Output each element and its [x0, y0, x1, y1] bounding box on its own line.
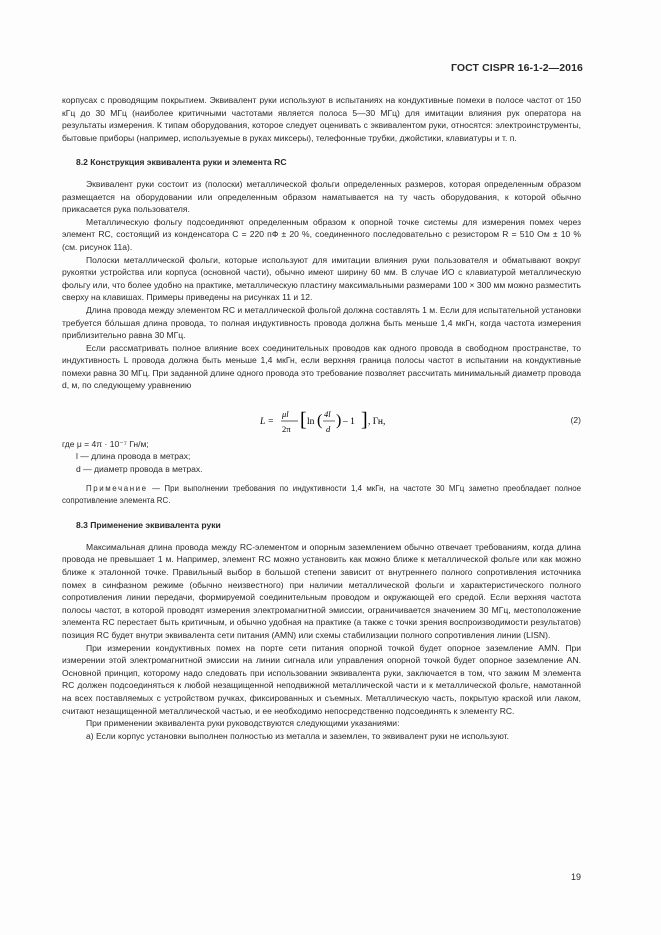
paragraph: При измерении кондуктивных помех на порте сети питания опорной точкой будет опорное заземление AMN. При измерении этой электромагнитной эмиссии на линии сигнала или управления опорной точкой будет опорное заземление AN. Основной принцип, которому надо следовать при использовании эквивалента руки, заключается в том, что зажим M элемента RC должен подсоединяться к любой незащищенной неподвижной металлической части и к металлической фольге, намотанной на всех поставляемых с устройством ручках, фиксированных и съемных. Металлическую часть, покрытую краской или лаком, считают незащищенной металлической частью, и ее необходимо непосредственно подсоединять к элементу RC. [62, 642, 581, 716]
formula-lhs: L = [260, 417, 274, 428]
legend-line: d — диаметр провода в метрах. [76, 463, 203, 474]
paragraph: Полоски металлической фольги, которые используют для имитации влияния руки пользователя и обматывают вокруг рукоятки устройства или корпуса (основной части), обычно имеют ширину 60 мм. В случае ИО с клавиатурой металлическую фольгу или, что более удобно на практике, металлическую пластину максимальными размерами 100 × 300 мм можно разместить сверху на клавишах. Примеры приведены на рисунках 11 и 12. [62, 254, 581, 303]
document-header: ГОСТ CISPR 16-1-2—2016 [450, 62, 583, 74]
paragraph: Эквивалент руки состоит из (полоски) металлической фольги определенных размеров, которая определенным образом размещается на оборудовании или определенным образом наматывается на ту часть оборудования, к которой обычно прикасается рука пользователя. [62, 178, 581, 215]
equation-2 [62, 400, 581, 436]
formula-4l: 4l [324, 409, 331, 420]
paragraph: Максимальная длина провода между RC-элементом и опорным заземлением обычно отвечает требованиям, когда длина провода не превышает 1 м. Например, элемент RC можно установить как можно ближе к металлической фольге или как можно ближе к эталонной точке. Правильный выбор в большой степени зависит от внутреннего полного сопротивления источника помех в синфазном режиме (обычно неизвестного) при наличии металлической фольги и характеристического полного сопротивления линии передачи, формируемой соединительным проводом и окружающей его средой. Если верхняя частота полосы частот, в которой проводят измерения электромагнитной эмиссии, ограничивается значением 30 МГц, местоположение элемента RC перестает быть критичным, и обычно удобная на практике (а также с точки зрения воспроизводимости результатов) позиция RC будет внутри эквивалента сети питания (AMN) или схемы стабилизации полного сопротивления линии (LISN). [62, 541, 581, 641]
formula-mu-l: μl [282, 409, 289, 420]
section-8-2-heading: 8.2 Конструкция эквивалента руки и элемента RC [76, 157, 287, 168]
paragraph: Если рассматривать полное влияние всех соединительных проводов как одного провода в свободном пространстве, то индуктивность L провода должна быть меньше 1,4 мкГн, если верхняя граница полосы частот в испытании на кондуктивные помехи равна 30 МГц. При заданной длине одного провода это требование позволяет рассчитать минимальный диаметр провода d, м, по следующему уравнению [62, 342, 581, 391]
bracket-left: [ [300, 409, 307, 432]
paragraph: Металлическую фольгу подсоединяют определенным образом к опорной точке системы для измерения помех через элемент RC, состоящий из конденсатора C = 220 пФ ± 20 %, соединенного последовательно с резистором R = 510 Ом ± 10 % (см. рисунок 11а). [62, 216, 581, 252]
note [62, 483, 581, 507]
paragraph: При применении эквивалента руки руководствуются следующими указаниями: [86, 718, 400, 729]
equation-number: (2) [570, 415, 581, 426]
legend-line: где μ = 4π · 10⁻⁷ Гн/м; [62, 439, 149, 450]
formula-tail: – 1 [343, 417, 355, 428]
bracket-right: ] [361, 409, 368, 432]
intro-paragraph: корпусах с проводящим покрытием. Эквивалент руки используют в испытаниях на кондуктивные помехи в полосе частот от 150 кГц до 30 МГц (наиболее критичными частотами является полоса 5—30 МГц) для имитации влияния рук оператора на результаты измерения. К типам оборудования, которое следует оценивать с эквивалентом руки, относятся: электроинструменты, бытовые приборы (например, используемые в руках миксеры), телефонные трубки, джойстики, клавиатуры и т. п. [62, 95, 581, 143]
legend-line: l — длина провода в метрах; [76, 451, 191, 462]
paren-right: ) [336, 412, 342, 430]
section-8-3-heading: 8.3 Применение эквивалента руки [76, 520, 221, 531]
formula-ln: ln [307, 417, 315, 428]
note-text: — При выполнении требования по индуктивности 1,4 мкГн, на частоте 30 МГц заметно преобладает полное сопротивление элемента RC. [62, 484, 581, 506]
paragraph: Длина провода между элементом RC и металлической фольгой должна составлять 1 м. Если для испытательной установки требуется бо́льшая длина провода, то полная индуктивность провода должна быть меньше 1,4 мкГн, когда частота измерения приблизительно равна 30 МГц. [62, 304, 581, 341]
paragraph: а) Если корпус установки выполнен полностью из металла и заземлен, то эквивалент руки не используют. [86, 730, 510, 741]
page-number: 19 [570, 872, 581, 882]
formula-graphic [260, 404, 400, 438]
formula-d: d [326, 424, 331, 435]
formula-2pi: 2π [282, 424, 291, 435]
note-label: Примечание [86, 484, 148, 494]
page-body [62, 94, 581, 742]
formula-unit: , Гн, [368, 417, 386, 428]
formula-legend [62, 438, 581, 475]
paren-left: ( [317, 412, 323, 430]
